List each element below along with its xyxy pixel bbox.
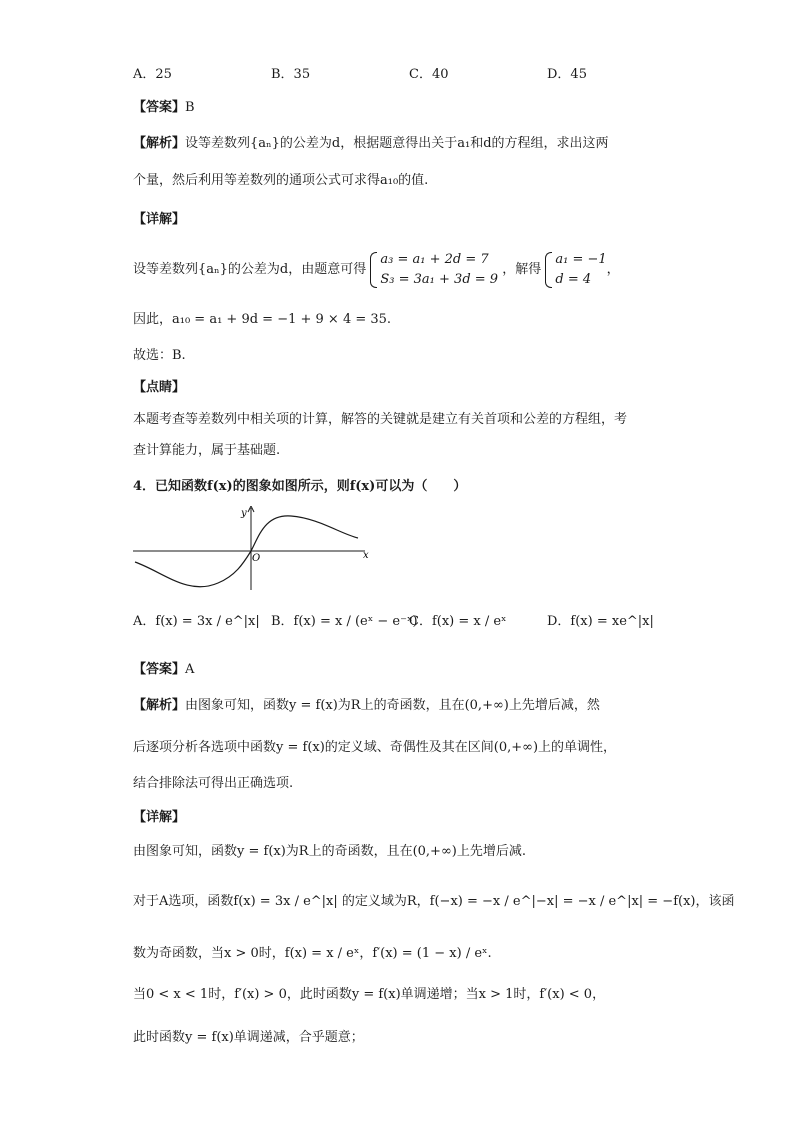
- q3-option-c: C．40: [409, 67, 449, 82]
- q3-detail-line3: 故选：B.: [133, 348, 186, 363]
- analysis-text: 由图象可知，函数y = f(x)为R上的奇函数，且在(0,+∞)上先增后减，然: [185, 698, 600, 713]
- q3-comment-line2: 查计算能力，属于基础题.: [133, 443, 281, 458]
- analysis-text: 设等差数列{aₙ}的公差为d，根据题意得出关于a₁和d的方程组，求出这两: [185, 136, 609, 151]
- solution-row-2: d = 4: [555, 271, 592, 287]
- solution-row-1: a₁ = −1: [555, 251, 607, 267]
- q4-analysis-line3: 结合排除法可得出正确选项.: [133, 776, 294, 791]
- q3-analysis-line2: 个量，然后利用等差数列的通项公式可求得a₁₀的值.: [133, 173, 429, 188]
- analysis-label: 【解析】: [133, 136, 186, 151]
- q3-comment-line1: 本题考查等差数列中相关项的计算，解答的关键就是建立有关首项和公差的方程组，考: [133, 412, 628, 427]
- q4-detail-line3: 当0 < x < 1时，f′(x) > 0，此时函数y = f(x)单调递增；当x > 1时，f′(x) < 0，: [133, 987, 606, 1002]
- q4-analysis-line1: [133, 696, 600, 716]
- q3-detail-label: 【详解】: [133, 212, 186, 227]
- answer-value: A: [185, 662, 195, 677]
- q3-analysis-line1: [133, 134, 609, 154]
- answer-value: B: [185, 100, 195, 115]
- origin-label: O: [252, 553, 261, 564]
- system-row-2: S₃ = 3a₁ + 3d = 9: [380, 271, 499, 287]
- q4-detail-line2a: 对于A选项，函数f(x) = 3x / e^|x| 的定义域为R，f(−x) = −x / e^|−x| = −x / e^|x| = −f(x)，该函: [133, 894, 735, 909]
- q4-detail-label: 【详解】: [133, 810, 186, 825]
- q3-detail-line2: 因此，a₁₀ = a₁ + 9d = −1 + 9 × 4 = 35.: [133, 312, 392, 327]
- q4-option-b: B．f(x) = x / (eˣ − e⁻ˣ): [271, 614, 418, 629]
- q3-option-b: B．35: [271, 67, 311, 82]
- answer-label: 【答案】: [133, 100, 186, 115]
- y-axis-label: y: [241, 508, 247, 519]
- q4-option-a: A．f(x) = 3x / e^|x|: [133, 614, 260, 629]
- solve-word: ，解得: [502, 262, 542, 277]
- q4-detail-line2b: 数为奇函数，当x > 0时，f(x) = x / eˣ，f′(x) = (1 − x) / eˣ.: [133, 946, 492, 961]
- x-axis-label: x: [363, 550, 369, 561]
- q3-option-d: D．45: [547, 67, 587, 82]
- solution-system: [545, 250, 606, 290]
- q4-detail-line1: 由图象可知，函数y = f(x)为R上的奇函数，且在(0,+∞)上先增后减.: [133, 844, 526, 859]
- q4-answer: [133, 660, 194, 680]
- system-row-1: a₃ = a₁ + 2d = 7: [380, 251, 489, 267]
- q3-answer: [133, 98, 195, 118]
- q4-option-d: D．f(x) = xe^|x|: [547, 614, 654, 629]
- analysis-label: 【解析】: [133, 698, 186, 713]
- q4-analysis-line2: 后逐项分析各选项中函数y = f(x)的定义域、奇偶性及其在区间(0,+∞)上的单调性，: [133, 740, 617, 755]
- equation-system: [370, 250, 498, 290]
- q3-option-a: A．25: [133, 67, 172, 82]
- q4-option-c: C．f(x) = x / eˣ: [409, 614, 507, 629]
- q3-comment-label: 【点睛】: [133, 380, 186, 395]
- q4-stem: 4．已知函数f(x)的图象如图所示，则f(x)可以为（ ）: [133, 479, 467, 494]
- function-graph: [133, 506, 373, 592]
- q4-detail-line4: 此时函数y = f(x)单调递减，合乎题意；: [133, 1030, 364, 1045]
- q3-detail-line1: 设等差数列{aₙ}的公差为d，由题意可得 a₃ = a₁ + 2d = 7 S₃ = 3a₁ + 3d = 9 ，解得 a₁ = −1 d = 4 ，: [133, 248, 620, 292]
- answer-label: 【答案】: [133, 662, 186, 677]
- detail-prefix: 设等差数列{aₙ}的公差为d，由题意可得: [133, 262, 367, 277]
